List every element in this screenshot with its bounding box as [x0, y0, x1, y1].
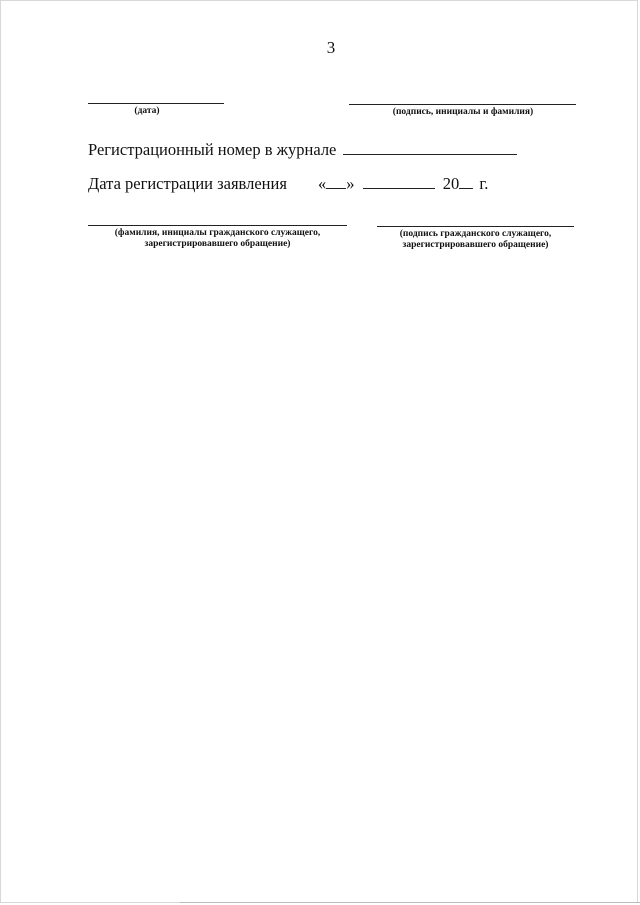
registration-date-label: Дата регистрации заявления [88, 174, 287, 193]
official-signature-caption-line2: зарегистрировавшего обращение) [402, 240, 549, 250]
official-name-caption [88, 228, 347, 250]
date-caption: (дата) [134, 106, 160, 116]
month-blank [363, 174, 435, 189]
date-line [88, 103, 224, 104]
year-suffix: г. [479, 174, 489, 193]
quote-open: « [318, 174, 327, 193]
registration-date-fields [318, 174, 488, 194]
official-name-caption-line2: зарегистрировавшего обращение) [144, 239, 291, 249]
signature-line [349, 104, 576, 105]
page-number: 3 [326, 38, 336, 57]
official-name-line [88, 225, 347, 226]
official-name-caption-line1: (фамилия, инициалы гражданского служащего, [114, 228, 321, 238]
year-blank [459, 174, 473, 189]
journal-number-row [88, 140, 517, 160]
official-signature-caption [377, 229, 574, 251]
registration-date-row [88, 174, 287, 194]
official-signature-caption-line1: (подпись гражданского служащего, [399, 229, 552, 239]
signature-caption: (подпись, инициалы и фамилия) [392, 107, 534, 117]
bottom-scan-edge [180, 902, 640, 903]
journal-number-label: Регистрационный номер в журнале [88, 140, 337, 159]
day-blank [326, 174, 346, 189]
quote-close: » [346, 174, 355, 193]
official-signature-line [377, 226, 574, 227]
year-prefix: 20 [442, 174, 460, 193]
journal-number-blank [343, 140, 517, 155]
